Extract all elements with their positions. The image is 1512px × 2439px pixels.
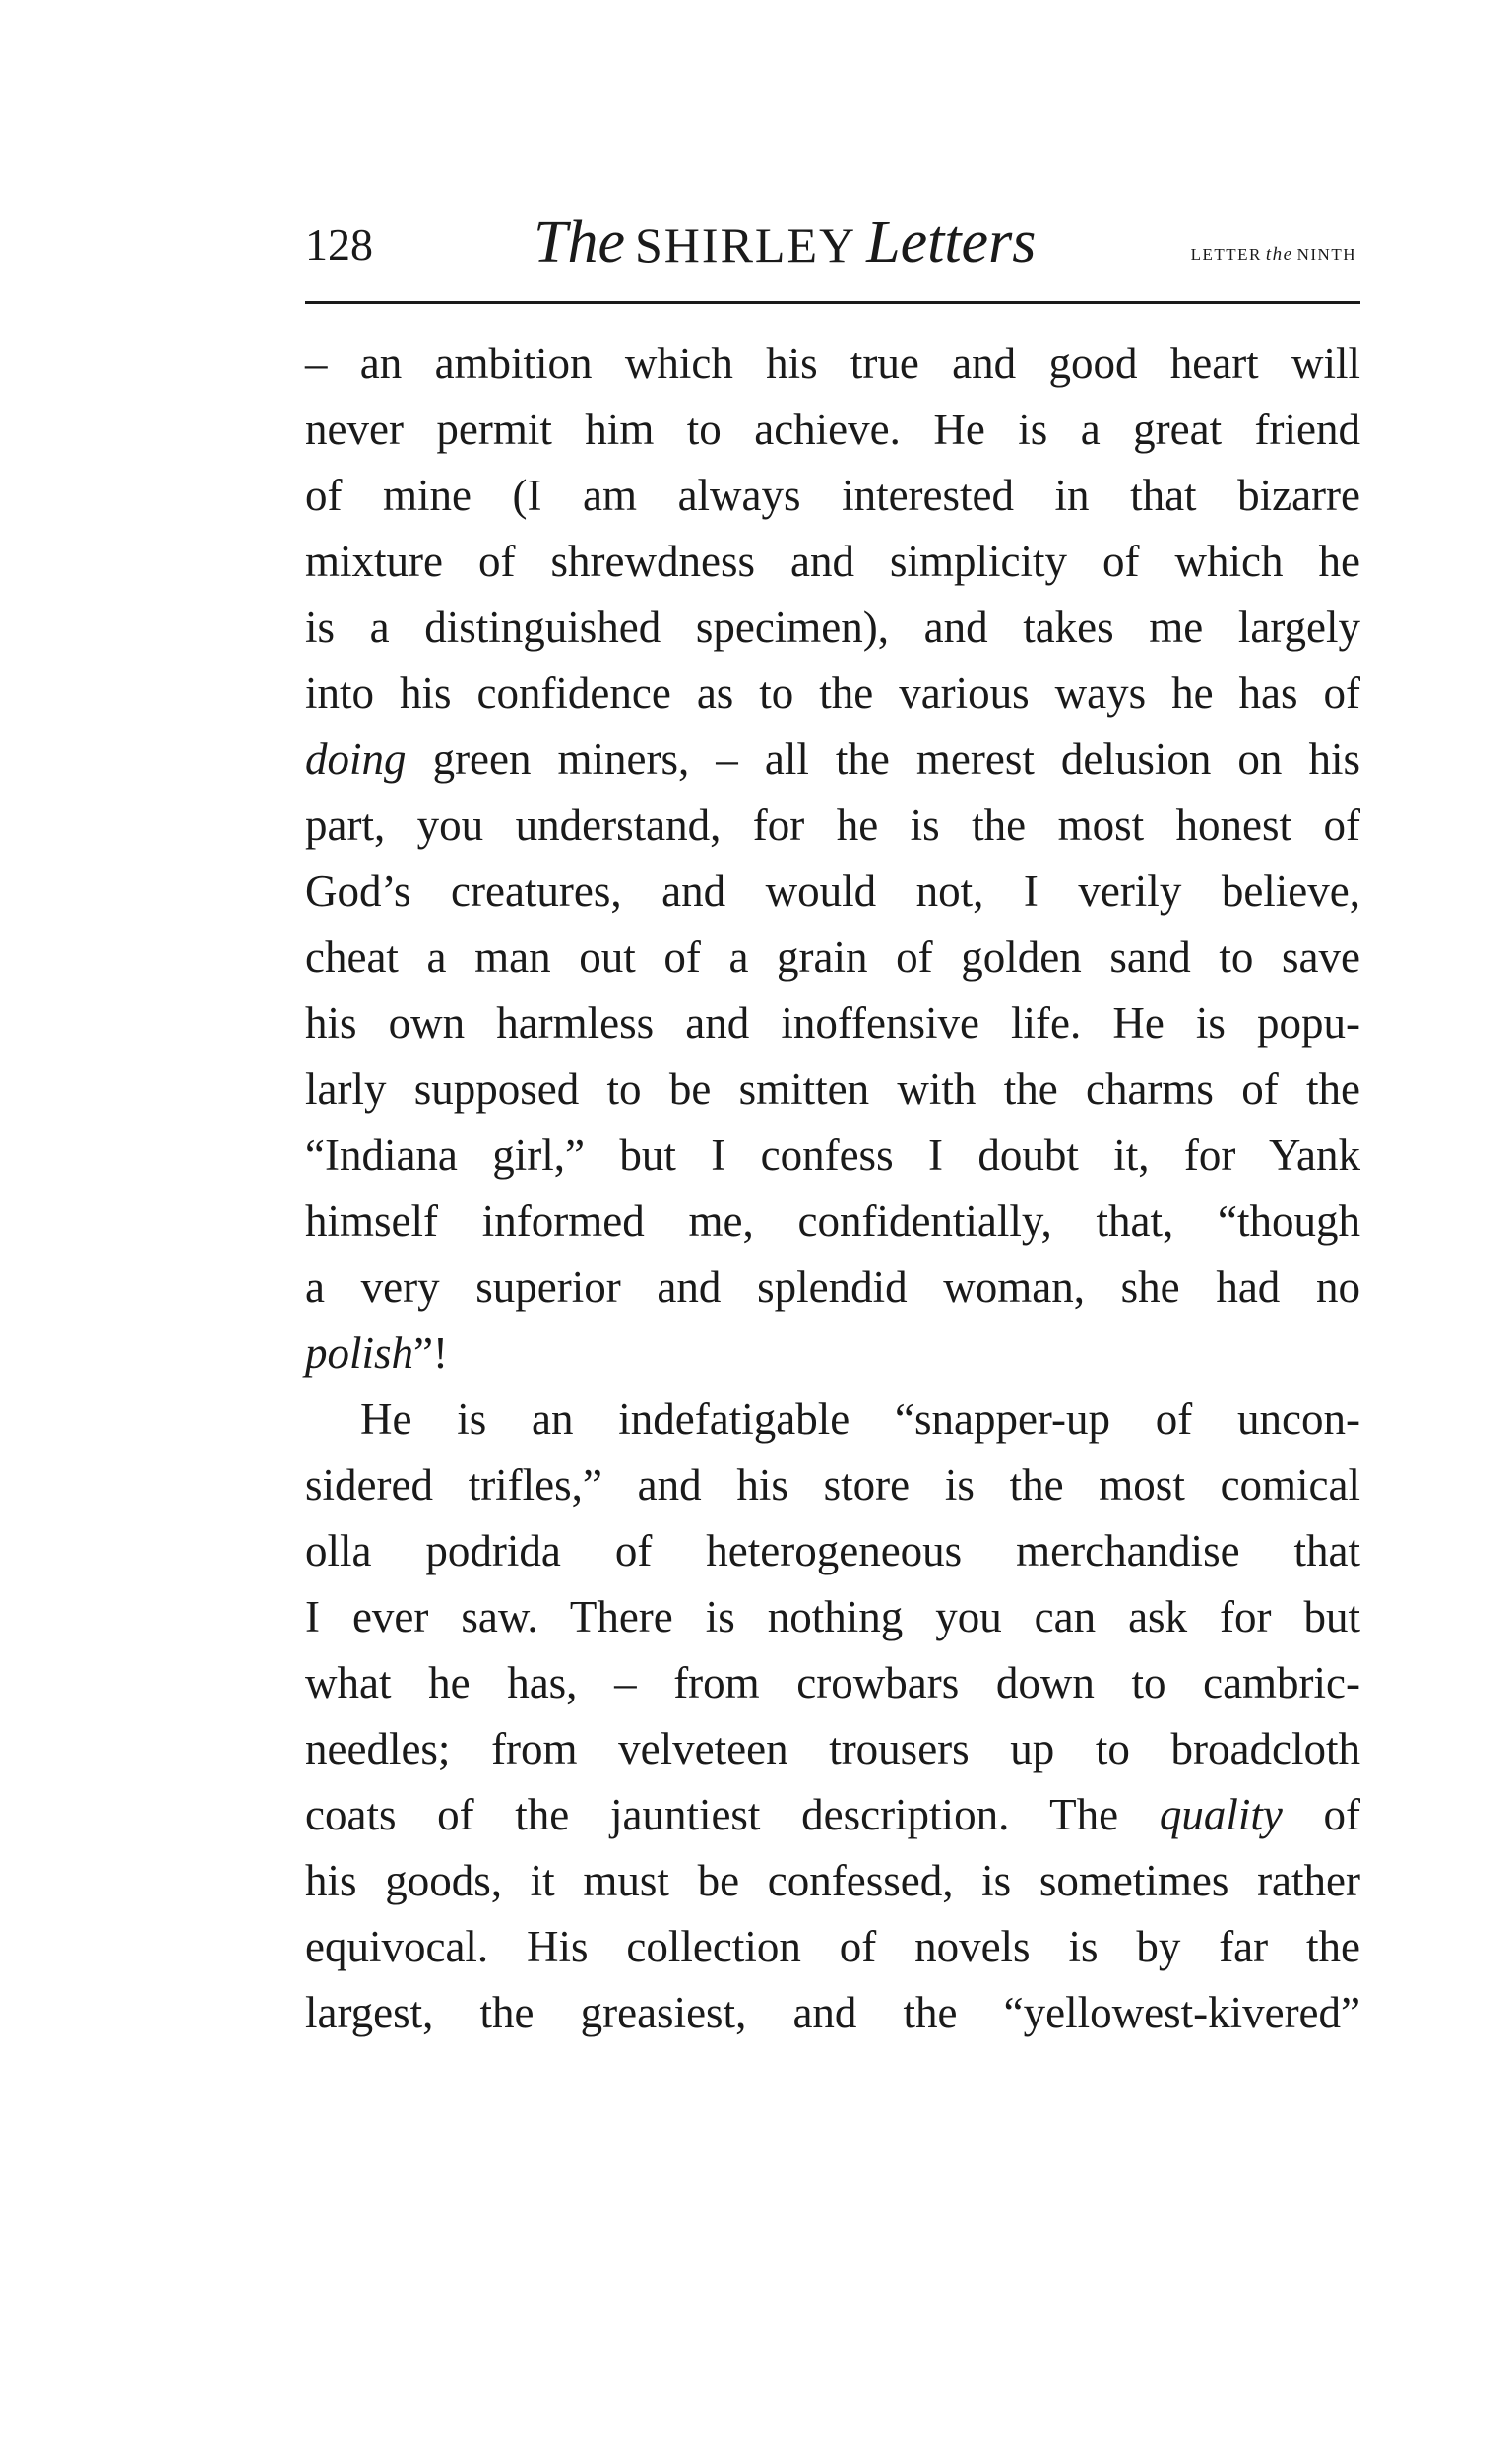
text-line: himself informed me, confidentially, that, “though	[305, 1196, 1360, 1246]
letter-word: LETTER	[1190, 245, 1262, 264]
text-segment: ”!	[413, 1328, 448, 1378]
text-line: “Indiana girl,” but I confess I doubt it, for Yank	[305, 1130, 1360, 1180]
text-line: I ever saw. There is nothing you can ask for but	[305, 1592, 1360, 1641]
text-line: He is an indefatigable “snapper-up of uncon-	[360, 1394, 1360, 1444]
italic-word: quality	[1159, 1790, 1283, 1839]
letter-ordinal: NINTH	[1296, 245, 1356, 264]
text-line: never permit him to achieve. He is a great friend	[305, 405, 1360, 454]
running-title	[534, 209, 1036, 276]
text-line: needles; from velveteen trousers up to broadcloth	[305, 1724, 1360, 1773]
text-line: olla podrida of heterogeneous merchandise that	[305, 1526, 1360, 1575]
text-line: a very superior and splendid woman, she had no	[305, 1262, 1360, 1312]
text-line: cheat a man out of a grain of golden sand to save	[305, 932, 1360, 982]
text-line	[305, 727, 1360, 793]
body-text	[305, 331, 1360, 2046]
text-line: God’s creatures, and would not, I verily believe,	[305, 866, 1360, 916]
title-letters: Letters	[866, 209, 1037, 276]
letter-label	[1191, 244, 1356, 266]
text-line: part, you understand, for he is the most honest of	[305, 801, 1360, 850]
text-line: is a distinguished specimen), and takes me largely	[305, 603, 1360, 652]
title-shirley: SHIRLEY	[635, 218, 857, 273]
text-line: his goods, it must be confessed, is sometimes rather	[305, 1856, 1360, 1905]
text-line: of mine (I am always interested in that bizarre	[305, 471, 1360, 520]
text-segment: of	[1323, 1790, 1361, 1839]
text-line: largest, the greasiest, and the “yellowest-kivered”	[305, 1988, 1360, 2037]
text-line: his own harmless and inoffensive life. He is popu-	[305, 998, 1360, 1048]
italic-word: polish	[305, 1328, 414, 1378]
text-line: into his confidence as to the various ways he has of	[305, 669, 1360, 718]
title-the: The	[534, 209, 625, 276]
text-line: sidered trifles,” and his store is the most comical	[305, 1460, 1360, 1509]
italic-word: doing	[305, 735, 407, 784]
text-line: mixture of shrewdness and simplicity of which he	[305, 537, 1360, 586]
text-line	[305, 1782, 1360, 1848]
text-segment: coats of the jauntiest description. The	[305, 1790, 1119, 1839]
text-line: larly supposed to be smitten with the charms of the	[305, 1064, 1360, 1114]
running-head	[305, 209, 1360, 288]
text-line: what he has, – from crowbars down to cambric-	[305, 1658, 1360, 1707]
text-line	[305, 1320, 1360, 1386]
text-segment: green miners, – all the merest delusion on his	[432, 735, 1360, 784]
header-rule	[305, 301, 1360, 304]
letter-the: the	[1265, 244, 1293, 265]
page-number: 128	[305, 220, 373, 270]
text-line: equivocal. His collection of novels is by far the	[305, 1922, 1360, 1971]
text-line: – an ambition which his true and good heart will	[305, 339, 1360, 388]
